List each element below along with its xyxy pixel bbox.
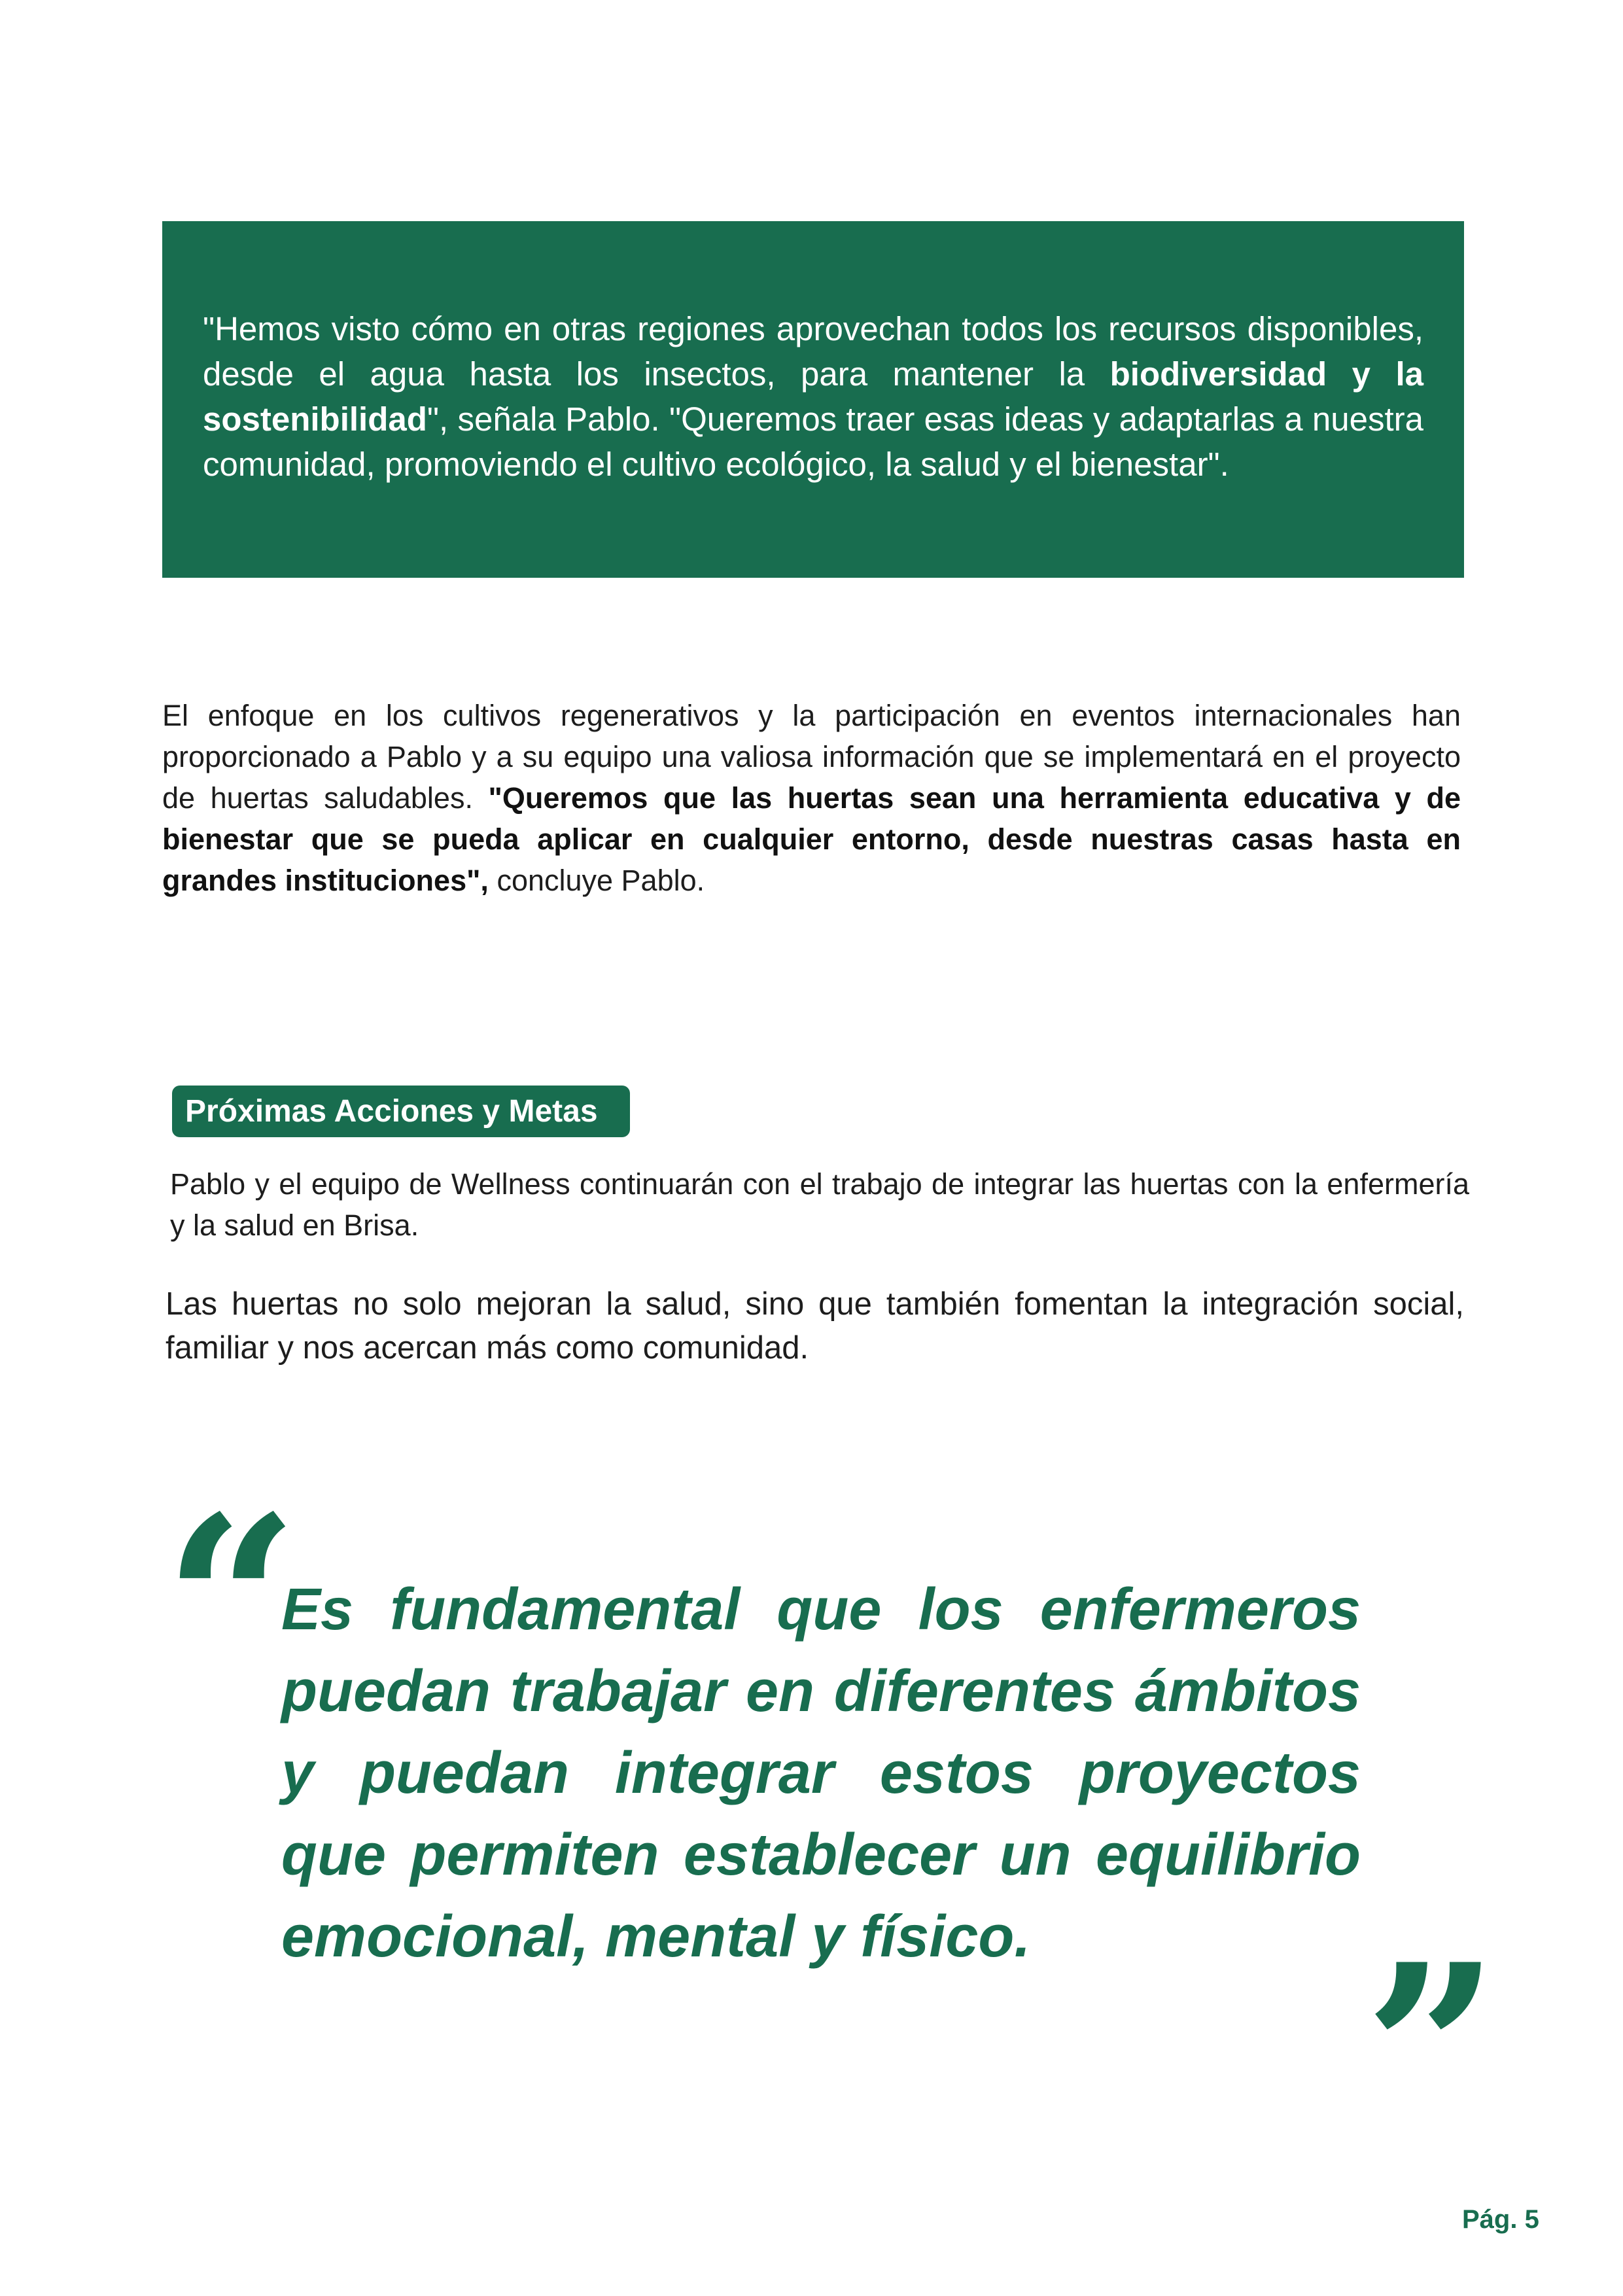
intro-text-bold: "Queremos que las huertas sean una herramienta educativa y de bienestar que se pueda aplicar en cualquier entorno, desde nuestras casas hasta en grandes instituciones",	[162, 781, 1461, 897]
page-number: Pág. 5	[1462, 2205, 1539, 2234]
intro-paragraph	[162, 695, 1461, 901]
close-quote-icon: ”	[1364, 1913, 1500, 2189]
section-paragraph-1: Pablo y el equipo de Wellness continuarán con el trabajo de integrar las huertas con la enfermería y la salud en Brisa.	[170, 1167, 1469, 1242]
highlight-box	[162, 221, 1464, 578]
highlight-text-start: "Hemos visto cómo en otras regiones aprovechan todos los recursos disponibles, desde el agua hasta los insectos, para mantener la	[203, 310, 1423, 393]
section-paragraph-2: Las huertas no solo mejoran la salud, sino que también fomentan la integración social, familiar y nos acercan más como comunidad.	[166, 1286, 1464, 1366]
pull-quote: Es fundamental que los enfermeros puedan trabajar en diferentes ámbitos y puedan integrar estos proyectos que permiten establecer un equilibrio emocional, mental y físico.	[281, 1577, 1361, 1969]
section-title: Próximas Acciones y Metas	[172, 1086, 630, 1137]
intro-text-end: concluye Pablo.	[488, 864, 705, 897]
highlight-quote	[203, 306, 1423, 487]
open-quote-icon: “	[164, 1464, 300, 1741]
intro-text-start: El enfoque en los cultivos regenerativos y la participación en eventos internacionales han proporcionado a Pablo y a su equipo una valiosa información que se implementará en el proyecto de huertas saludables.	[162, 699, 1461, 815]
highlight-text-bold: biodiversidad y la sostenibilidad	[203, 355, 1424, 438]
highlight-text-end: ", señala Pablo. "Queremos traer esas ideas y adaptarlas a nuestra comunidad, promoviendo el cultivo ecológico, la salud y el bienestar".	[203, 400, 1423, 483]
